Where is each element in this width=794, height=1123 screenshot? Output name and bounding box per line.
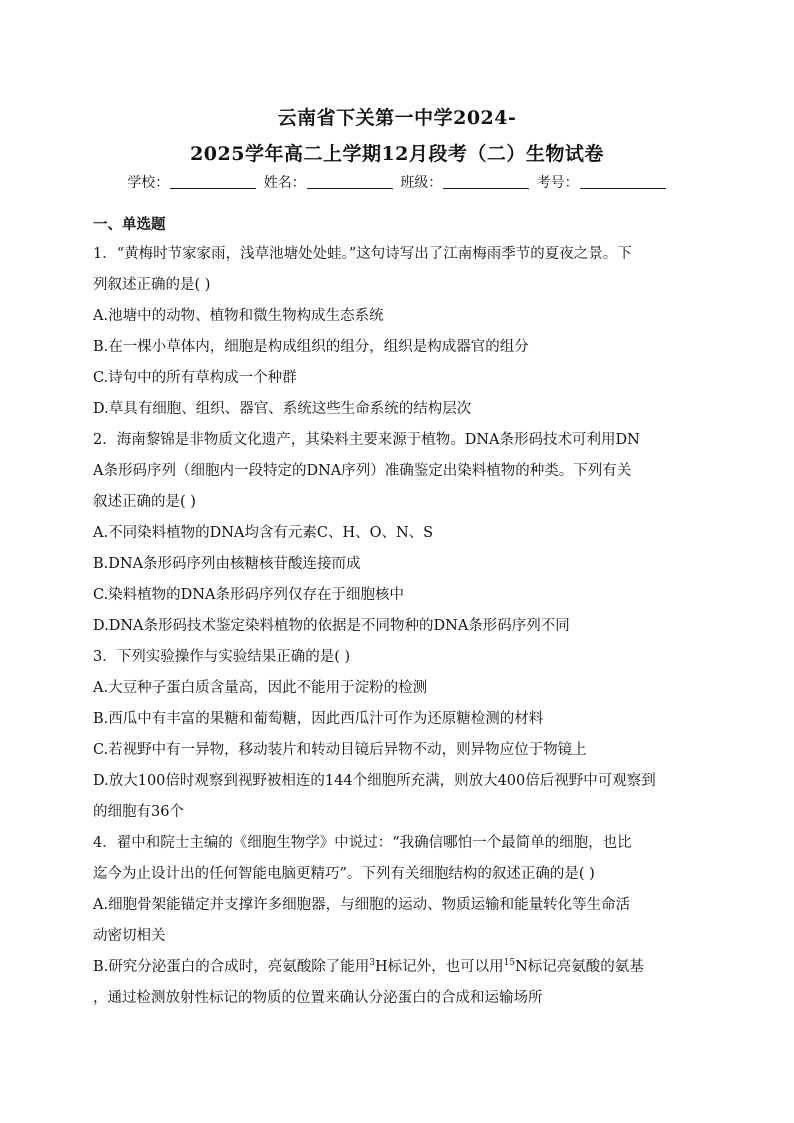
name-label: 姓名：: [263, 175, 306, 191]
class-label: 班级：: [400, 175, 443, 191]
question-4: [93, 828, 703, 952]
exam-title-line-1: 云南省下关第一中学2024-: [277, 107, 517, 129]
tritium-mass-number: 3: [369, 958, 375, 969]
stem-line: 迄今为止设计出的任何智能电脑更精巧”。下列有关细胞结构的叙述正确的是( ): [93, 866, 595, 882]
option-line: ，通过检测放射性标记的物质的位置来确认分泌蛋白的合成和运输场所: [93, 990, 543, 1006]
answer-option: [93, 890, 703, 952]
answer-option: [93, 518, 703, 549]
school-blank: [170, 174, 256, 189]
answer-option: [93, 611, 703, 642]
question-2: [93, 425, 703, 642]
option-line: D.DNA条形码技术鉴定染料植物的依据是不同物种的DNA条形码序列不同: [93, 618, 570, 634]
stem-line: A条形码序列（细胞内一段特定的DNA序列）准确鉴定出染料植物的种类。下列有关: [93, 463, 632, 479]
question-3: [93, 642, 703, 828]
answer-option: [93, 394, 703, 425]
option-line: B.西瓜中有丰富的果糖和葡萄糖，因此西瓜汁可作为还原糖检测的材料: [93, 711, 544, 727]
student-info-row: [0, 172, 794, 192]
exam-content: [93, 211, 703, 1014]
question-stem: [93, 425, 703, 518]
option-line: D.放大100倍时观察到视野被相连的144个细胞所充满，则放大400倍后视野中可观察到: [93, 773, 656, 789]
stem-line: 列叙述正确的是( ): [93, 277, 211, 293]
option-line: C.诗句中的所有草构成一个种群: [93, 370, 297, 386]
exam-number-blank: [580, 174, 666, 189]
stem-line: 3．下列实验操作与实验结果正确的是( ): [93, 649, 351, 665]
answer-option: [93, 332, 703, 363]
nitrogen-mass-number: 15: [503, 958, 516, 969]
answer-option: [93, 549, 703, 580]
school-label: 学校：: [127, 175, 170, 191]
option-line: A.大豆种子蛋白质含量高，因此不能用于淀粉的检测: [93, 680, 428, 696]
stem-line: 叙述正确的是( ): [93, 494, 196, 510]
option-line: 动密切相关: [93, 928, 166, 944]
answer-option: [93, 735, 703, 766]
stem-line: 4．翟中和院士主编的《细胞生物学》中说过：“我确信哪怕一个最简单的细胞，也比: [93, 835, 632, 851]
answer-option: [93, 766, 703, 828]
option-line: A.池塘中的动物、植物和微生物构成生态系统: [93, 308, 384, 324]
option-b-text-2: H标记外，也可以用: [375, 959, 504, 975]
option-line: B.DNA条形码序列由核糖核苷酸连接而成: [93, 556, 361, 572]
stem-line: 2．海南黎锦是非物质文化遗产，其染料主要来源于植物。DNA条形码技术可利用DN: [93, 432, 640, 448]
option-line: 的细胞有36个: [93, 804, 184, 820]
question-1: [93, 239, 703, 425]
answer-option: [93, 704, 703, 735]
exam-number-label: 考号：: [536, 175, 579, 191]
answer-option: [93, 363, 703, 394]
option-b-text-1: B.研究分泌蛋白的合成时，亮氨酸除了能用: [93, 959, 370, 975]
option-line: [93, 952, 703, 983]
name-blank: [307, 174, 393, 189]
question-stem: [93, 642, 703, 673]
option-line: A.不同染料植物的DNA均含有元素C、H、O、N、S: [93, 525, 434, 541]
option-line: B.在一棵小草体内，细胞是构成组织的组分，组织是构成器官的组分: [93, 339, 529, 355]
exam-title-line-2: 2025学年高二上学期12月段考（二）生物试卷: [190, 143, 604, 165]
option-line: D.草具有细胞、组织、器官、系统这些生命系统的结构层次: [93, 401, 472, 417]
stem-line: 1．“黄梅时节家家雨，浅草池塘处处蛙。”这句诗写出了江南梅雨季节的夏夜之景。下: [93, 246, 632, 262]
option-line: A.细胞骨架能锚定并支撑许多细胞器，与细胞的运动、物质运输和能量转化等生命活: [93, 897, 631, 913]
question-4-option-b: [93, 952, 703, 1014]
section-title: 一、单选题: [93, 216, 166, 233]
question-stem: [93, 828, 703, 890]
class-blank: [443, 174, 529, 189]
option-line: C.染料植物的DNA条形码序列仅存在于细胞核中: [93, 587, 404, 603]
answer-option: [93, 673, 703, 704]
question-list: [93, 239, 703, 952]
option-line: C.若视野中有一异物，移动装片和转动目镜后异物不动，则异物应位于物镜上: [93, 742, 587, 758]
question-stem: [93, 239, 703, 301]
option-b-text-3: N标记亮氨酸的氨基: [515, 959, 644, 975]
answer-option: [93, 580, 703, 611]
answer-option: [93, 301, 703, 332]
